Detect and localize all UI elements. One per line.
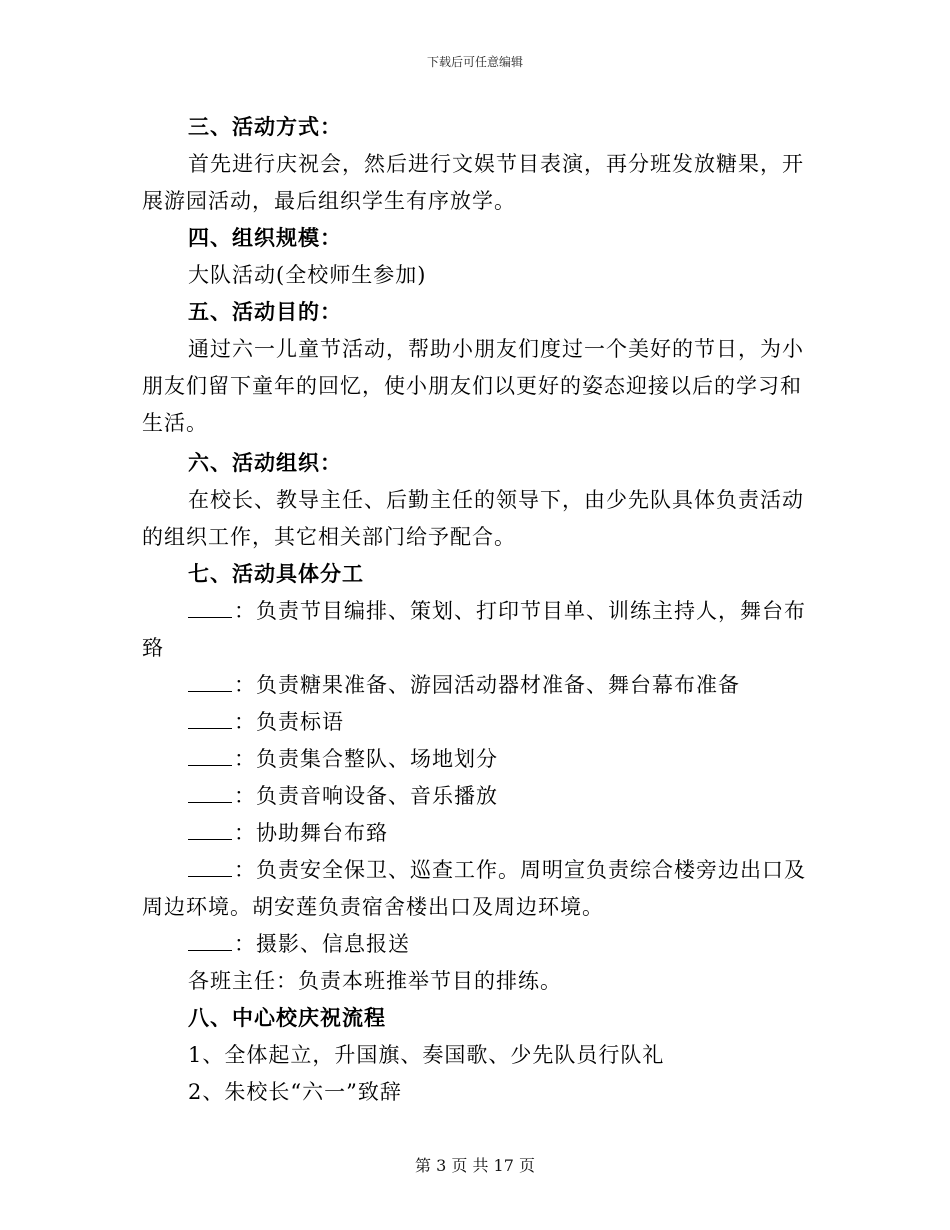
assignment-text: ：负责安全保卫、巡查工作。周明宣负责综合楼旁边出口及	[234, 858, 806, 882]
assignment-text: ：负责音响设备、音乐播放	[234, 784, 498, 808]
name-blank	[188, 854, 232, 877]
paragraph-line: 在校长、教导主任、后勤主任的领导下，由少先队具体负责活动	[188, 488, 804, 512]
assignment-item	[142, 667, 802, 704]
paragraph-line: 展游园活动，最后组织学生有序放学。	[142, 189, 516, 213]
paragraph-line: 首先进行庆祝会，然后进行文娱节目表演，再分班发放糖果，开	[188, 152, 804, 176]
paragraph-line: 通过六一儿童节活动，帮助小朋友们度过一个美好的节日，为小	[188, 337, 804, 361]
section-heading-7: 七、活动具体分工	[188, 562, 364, 586]
paragraph-line: 朋友们留下童年的回忆，使小朋友们以更好的姿态迎接以后的学习和	[142, 374, 802, 398]
assignment-text: ：负责标语	[234, 710, 344, 734]
section-heading-3: 三、活动方式：	[188, 115, 342, 139]
assignment-item	[142, 741, 802, 778]
name-blank	[188, 595, 232, 618]
assignment-text: ：负责集合整队、场地划分	[234, 747, 498, 771]
procedure-item: 2、朱校长“六一”致辞	[188, 1080, 402, 1104]
paragraph-line: 大队活动(全校师生参加)	[188, 263, 427, 287]
section-heading-8: 八、中心校庆祝流程	[188, 1006, 386, 1030]
paragraph-line: 臵	[142, 636, 164, 660]
assignment-item	[142, 815, 802, 852]
paragraph-line: 周边环境。胡安莲负责宿舍楼出口及周边环境。	[142, 895, 604, 919]
page-header: 下载后可任意编辑	[426, 55, 523, 69]
document-body	[142, 109, 806, 1111]
paragraph-line: 各班主任：负责本班推举节目的排练。	[188, 969, 562, 993]
assignment-item	[142, 778, 802, 815]
assignment-text: ：摄影、信息报送	[234, 932, 410, 956]
name-blank	[188, 928, 232, 951]
page-footer: 第 3 页 共 17 页	[415, 1156, 535, 1175]
assignment-item	[142, 852, 806, 889]
assignment-item	[142, 704, 802, 741]
assignment-text: ：协助舞台布臵	[234, 821, 388, 845]
paragraph-line: 生活。	[142, 411, 208, 435]
section-heading-6: 六、活动组织：	[188, 451, 342, 475]
section-heading-5: 五、活动目的：	[188, 300, 342, 324]
assignment-text: ：负责节目编排、策划、打印节目单、训练主持人，舞台布	[234, 599, 806, 623]
name-blank	[188, 743, 232, 766]
name-blank	[188, 817, 232, 840]
name-blank	[188, 706, 232, 729]
section-heading-4: 四、组织规模：	[188, 226, 342, 250]
paragraph-line: 的组织工作，其它相关部门给予配合。	[142, 525, 516, 549]
assignment-text: ：负责糖果准备、游园活动器材准备、舞台幕布准备	[234, 673, 740, 697]
name-blank	[188, 669, 232, 692]
assignment-item	[142, 593, 806, 630]
name-blank	[188, 780, 232, 803]
procedure-item: 1、全体起立，升国旗、奏国歌、少先队员行队礼	[188, 1043, 665, 1067]
assignment-item	[142, 926, 802, 963]
